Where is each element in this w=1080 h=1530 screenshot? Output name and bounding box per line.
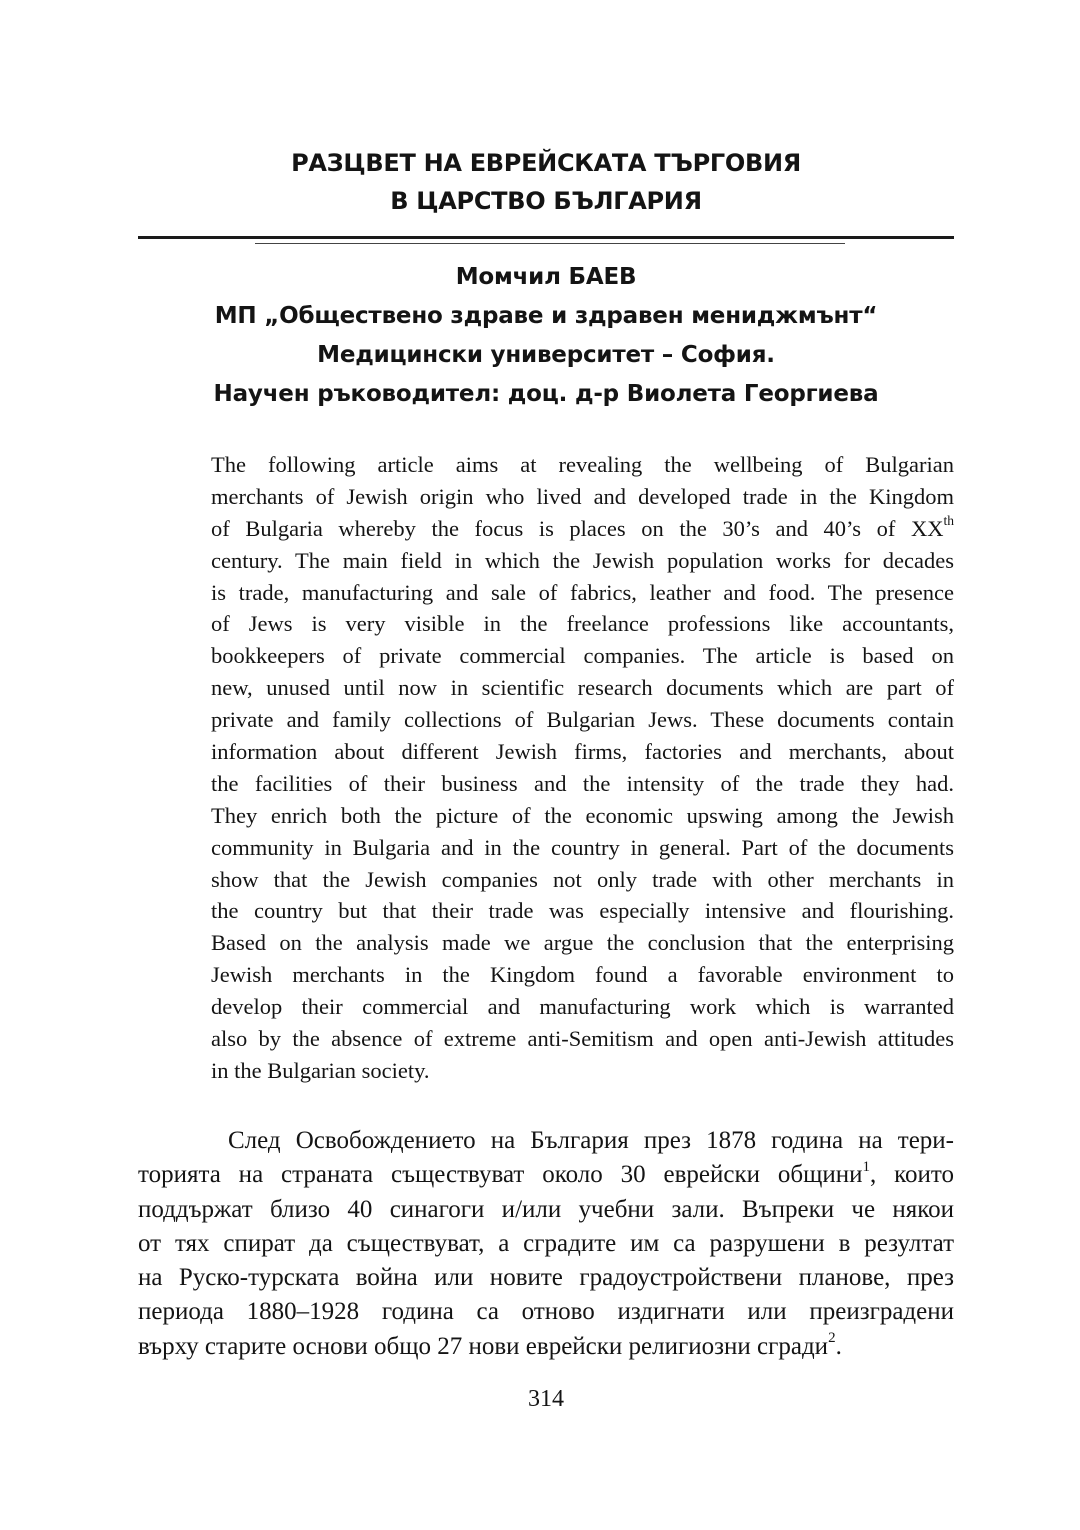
author-block [138,258,954,414]
body-line: поддържат близо 40 синагоги и/или учебни зали. Въпреки че някои [138,1195,954,1223]
author-university: Медицински университет – София. [317,342,775,368]
body-paragraph [138,1124,954,1364]
title-line-2: В ЦАРСТВО БЪЛГАРИЯ [390,187,702,215]
body-line: от тях спират да съществуват, а сградите им са разрушени в резултат [138,1229,954,1257]
body-line-text: . [835,1332,842,1360]
abstract-line: also by the absence of extreme anti-Semitism and open anti-Jewish attitudes [211,1026,954,1052]
abstract-line: century. The main field in which the Jewish population works for decades [211,547,954,573]
footnote-ref-1[interactable]: 1 [862,1158,870,1175]
body-line: на Руско-турската война или новите градоустройствени планове, през [138,1264,954,1292]
abstract-line [211,513,954,545]
abstract-line: the country but that their trade was especially intensive and flourishing. [211,898,954,924]
title-line-1: РАЗЦВЕТ НА ЕВРЕЙСКАТА ТЪРГОВИЯ [291,149,801,177]
title-divider-thick [138,236,954,239]
body-line-text: върху старите основи общо 27 нови еврейски религиозни сгради [138,1332,829,1360]
abstract-line: new, unused until now in scientific research documents which are part of [211,675,954,701]
body-line: периода 1880–1928 година са отново издигнати или преизградени [138,1298,954,1326]
abstract [211,449,954,1087]
abstract-line: show that the Jewish companies not only trade with other merchants in [211,866,954,892]
abstract-line: of Jews is very visible in the freelance professions like accountants, [211,611,954,637]
body-line-text: торията на страната съществуват около 30 еврейски общини [138,1161,863,1189]
abstract-line: private and family collections of Bulgarian Jews. These documents contain [211,707,954,733]
abstract-line: community in Bulgaria and in the country in general. Part of the documents [211,834,954,860]
abstract-line: Jewish merchants in the Kingdom found a favorable environment to [211,962,954,988]
abstract-line: merchants of Jewish origin who lived and developed trade in the Kingdom [211,483,954,509]
body-line [138,1330,954,1364]
body-line-text: , които [870,1161,954,1189]
page-number: 314 [528,1386,564,1412]
superscript-th: th [943,513,954,529]
author-name: Момчил БАЕВ [455,264,637,290]
abstract-line: The following article aims at revealing the wellbeing of Bulgarian [211,452,954,477]
body-line [138,1158,954,1192]
abstract-line: information about different Jewish firms, factories and merchants, about [211,739,954,765]
author-supervisor: Научен ръководител: доц. д-р Виолета Георгиева [213,381,879,407]
body-line: След Освобождението на България през 1878 година на тери- [228,1127,954,1154]
abstract-line-text: of Bulgaria whereby the focus is places on the 30’s and 40’s of XX [211,515,944,541]
abstract-line: in the Bulgarian society. [211,1057,430,1083]
abstract-line: Based on the analysis made we argue the conclusion that the enterprising [211,930,954,956]
article-title [138,144,954,220]
abstract-line: the facilities of their business and the intensity of the trade they had. [211,770,954,796]
title-divider-thin [255,243,845,244]
author-program: МП „Обществено здраве и здравен мениджмънт“ [214,303,878,329]
abstract-line: bookkeepers of private commercial companies. The article is based on [211,643,954,669]
footnote-ref-2[interactable]: 2 [828,1330,836,1347]
abstract-line: is trade, manufacturing and sale of fabrics, leather and food. The presence [211,579,954,605]
abstract-line: develop their commercial and manufacturing work which is warranted [211,994,954,1020]
abstract-line: They enrich both the picture of the economic upswing among the Jewish [211,802,954,828]
